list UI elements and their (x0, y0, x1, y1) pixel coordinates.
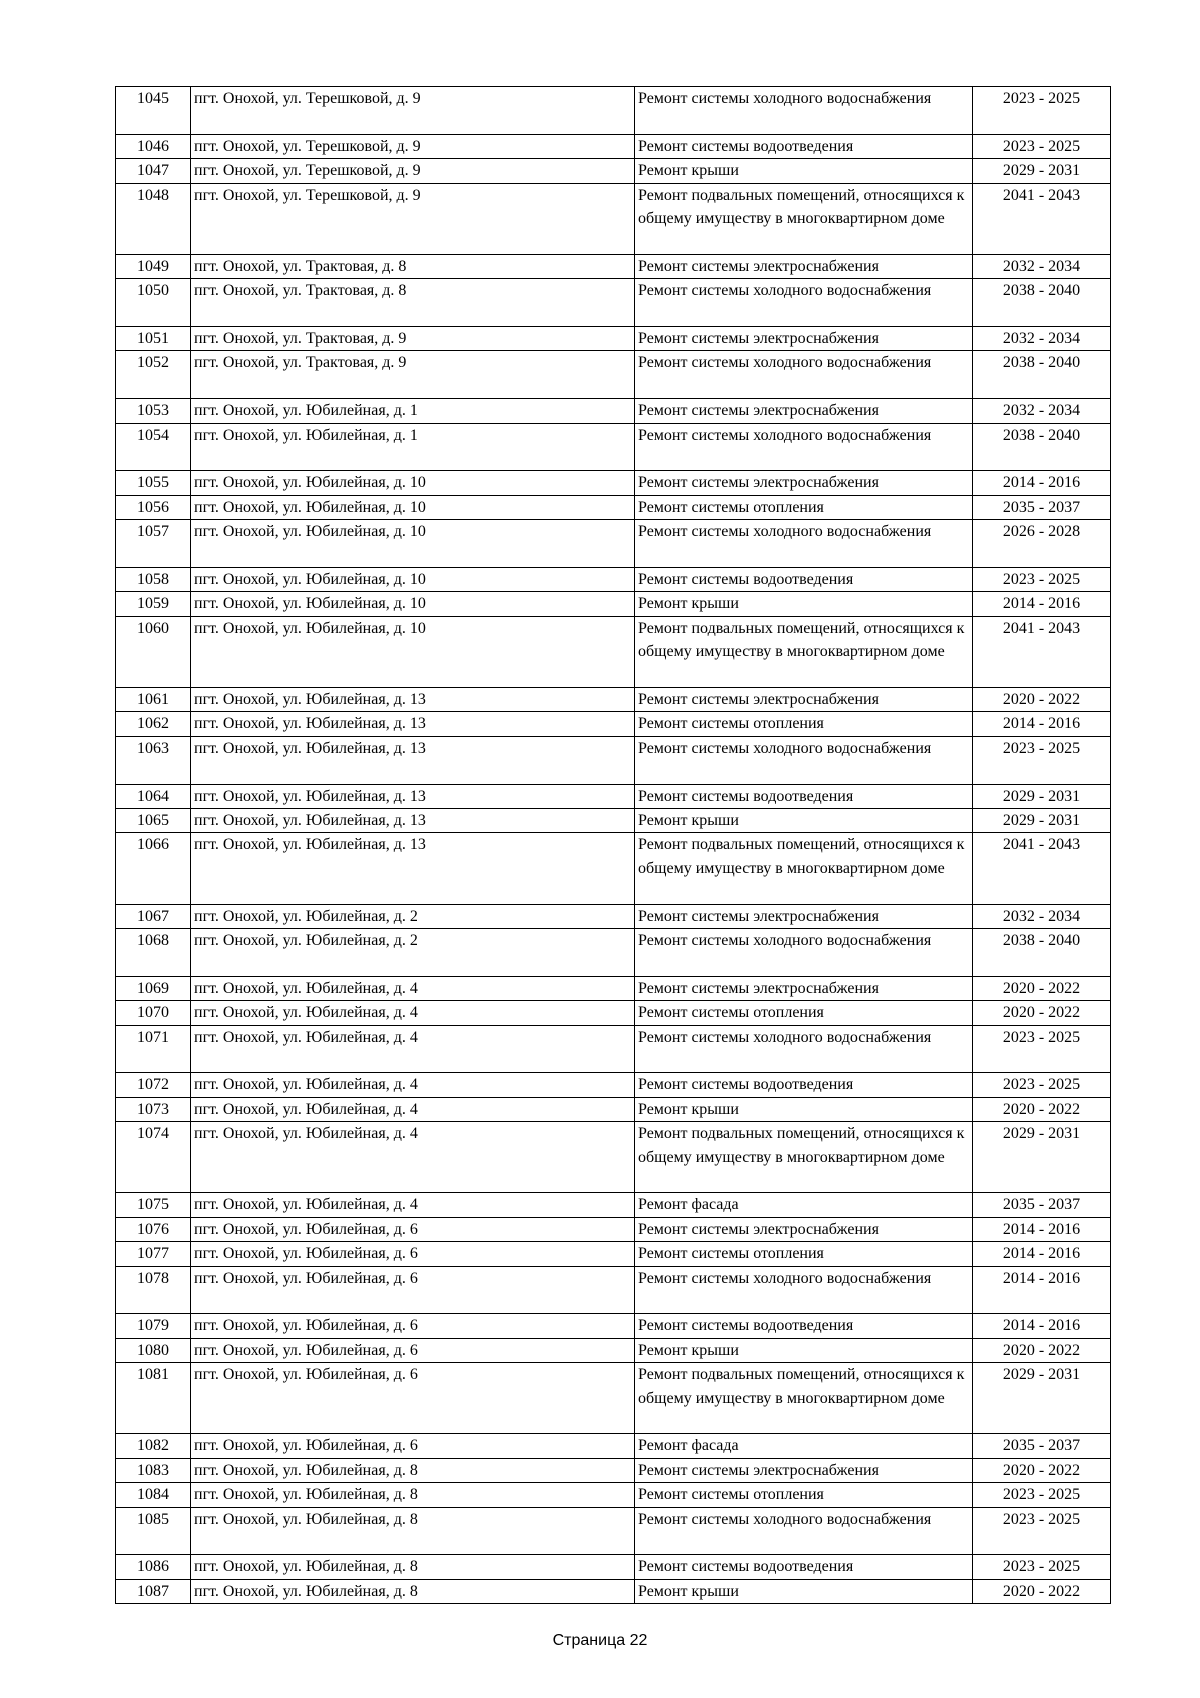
table-row (116, 929, 1111, 977)
row-number: 1051 (116, 327, 191, 351)
row-address: пгт. Онохой, ул. Трактовая, д. 9 (191, 351, 635, 399)
table-row (116, 592, 1111, 616)
table-row (116, 471, 1111, 495)
table-row (116, 1338, 1111, 1362)
row-period: 2020 - 2022 (973, 1458, 1111, 1482)
row-address: пгт. Онохой, ул. Юбилейная, д. 6 (191, 1266, 635, 1314)
table-row (116, 1363, 1111, 1434)
row-work-type: Ремонт крыши (635, 809, 973, 833)
row-period: 2038 - 2040 (973, 279, 1111, 327)
row-address: пгт. Онохой, ул. Юбилейная, д. 6 (191, 1434, 635, 1458)
row-number: 1070 (116, 1001, 191, 1025)
table-row (116, 87, 1111, 135)
table-row (116, 736, 1111, 784)
row-work-type: Ремонт системы водоотведения (635, 1073, 973, 1097)
row-number: 1050 (116, 279, 191, 327)
row-period: 2023 - 2025 (973, 568, 1111, 592)
row-work-type: Ремонт системы водоотведения (635, 784, 973, 808)
table-row (116, 1097, 1111, 1121)
table-row (116, 423, 1111, 471)
table-row (116, 1193, 1111, 1217)
row-period: 2041 - 2043 (973, 616, 1111, 687)
row-address: пгт. Онохой, ул. Терешковой, д. 9 (191, 183, 635, 254)
table-row (116, 159, 1111, 183)
table-row (116, 1122, 1111, 1193)
table-row (116, 1579, 1111, 1603)
row-address: пгт. Онохой, ул. Юбилейная, д. 13 (191, 736, 635, 784)
row-number: 1058 (116, 568, 191, 592)
row-address: пгт. Онохой, ул. Юбилейная, д. 13 (191, 784, 635, 808)
row-address: пгт. Онохой, ул. Юбилейная, д. 10 (191, 471, 635, 495)
row-address: пгт. Онохой, ул. Юбилейная, д. 6 (191, 1242, 635, 1266)
row-work-type: Ремонт системы электроснабжения (635, 1458, 973, 1482)
row-work-type: Ремонт системы электроснабжения (635, 471, 973, 495)
row-number: 1078 (116, 1266, 191, 1314)
row-work-type: Ремонт системы холодного водоснабжения (635, 1266, 973, 1314)
row-period: 2023 - 2025 (973, 1073, 1111, 1097)
table-row (116, 712, 1111, 736)
row-period: 2014 - 2016 (973, 712, 1111, 736)
row-number: 1066 (116, 833, 191, 904)
row-period: 2032 - 2034 (973, 254, 1111, 278)
row-number: 1085 (116, 1507, 191, 1555)
row-period: 2023 - 2025 (973, 1555, 1111, 1579)
row-work-type: Ремонт системы водоотведения (635, 568, 973, 592)
row-period: 2038 - 2040 (973, 351, 1111, 399)
row-number: 1071 (116, 1025, 191, 1073)
row-period: 2014 - 2016 (973, 1217, 1111, 1241)
row-work-type: Ремонт системы холодного водоснабжения (635, 351, 973, 399)
row-number: 1084 (116, 1483, 191, 1507)
row-work-type: Ремонт системы электроснабжения (635, 1217, 973, 1241)
row-period: 2020 - 2022 (973, 976, 1111, 1000)
row-work-type: Ремонт системы отопления (635, 1242, 973, 1266)
row-period: 2023 - 2025 (973, 87, 1111, 135)
row-address: пгт. Онохой, ул. Юбилейная, д. 4 (191, 976, 635, 1000)
table-row (116, 327, 1111, 351)
row-period: 2020 - 2022 (973, 1097, 1111, 1121)
row-address: пгт. Онохой, ул. Юбилейная, д. 1 (191, 399, 635, 423)
row-period: 2038 - 2040 (973, 929, 1111, 977)
table-row (116, 1266, 1111, 1314)
row-address: пгт. Онохой, ул. Терешковой, д. 9 (191, 159, 635, 183)
row-work-type: Ремонт системы холодного водоснабжения (635, 87, 973, 135)
row-number: 1062 (116, 712, 191, 736)
row-address: пгт. Онохой, ул. Юбилейная, д. 8 (191, 1507, 635, 1555)
row-period: 2026 - 2028 (973, 520, 1111, 568)
row-number: 1075 (116, 1193, 191, 1217)
row-period: 2032 - 2034 (973, 904, 1111, 928)
row-address: пгт. Онохой, ул. Юбилейная, д. 4 (191, 1097, 635, 1121)
row-period: 2029 - 2031 (973, 1122, 1111, 1193)
row-work-type: Ремонт системы электроснабжения (635, 327, 973, 351)
row-number: 1068 (116, 929, 191, 977)
row-address: пгт. Онохой, ул. Трактовая, д. 8 (191, 254, 635, 278)
row-work-type: Ремонт системы электроснабжения (635, 399, 973, 423)
row-number: 1065 (116, 809, 191, 833)
row-number: 1083 (116, 1458, 191, 1482)
row-address: пгт. Онохой, ул. Юбилейная, д. 8 (191, 1579, 635, 1603)
table-row (116, 1242, 1111, 1266)
row-number: 1049 (116, 254, 191, 278)
row-address: пгт. Онохой, ул. Юбилейная, д. 8 (191, 1555, 635, 1579)
row-address: пгт. Онохой, ул. Юбилейная, д. 10 (191, 592, 635, 616)
row-period: 2014 - 2016 (973, 471, 1111, 495)
table-row (116, 351, 1111, 399)
table-row (116, 1025, 1111, 1073)
row-number: 1061 (116, 688, 191, 712)
row-address: пгт. Онохой, ул. Юбилейная, д. 10 (191, 495, 635, 519)
row-period: 2014 - 2016 (973, 1266, 1111, 1314)
row-period: 2023 - 2025 (973, 1507, 1111, 1555)
row-number: 1076 (116, 1217, 191, 1241)
row-number: 1077 (116, 1242, 191, 1266)
row-address: пгт. Онохой, ул. Юбилейная, д. 4 (191, 1193, 635, 1217)
table-row (116, 254, 1111, 278)
row-number: 1082 (116, 1434, 191, 1458)
row-number: 1048 (116, 183, 191, 254)
row-work-type: Ремонт крыши (635, 1097, 973, 1121)
row-period: 2023 - 2025 (973, 134, 1111, 158)
row-address: пгт. Онохой, ул. Юбилейная, д. 4 (191, 1073, 635, 1097)
row-number: 1054 (116, 423, 191, 471)
row-work-type: Ремонт системы водоотведения (635, 1555, 973, 1579)
row-address: пгт. Онохой, ул. Терешковой, д. 9 (191, 134, 635, 158)
row-work-type: Ремонт подвальных помещений, относящихся к общему имуществу в многоквартирном доме (635, 183, 973, 254)
table-row (116, 1555, 1111, 1579)
table-row (116, 688, 1111, 712)
table-row (116, 134, 1111, 158)
row-period: 2029 - 2031 (973, 1363, 1111, 1434)
row-number: 1073 (116, 1097, 191, 1121)
table-row (116, 183, 1111, 254)
row-work-type: Ремонт крыши (635, 1338, 973, 1362)
row-period: 2029 - 2031 (973, 784, 1111, 808)
row-period: 2023 - 2025 (973, 736, 1111, 784)
row-number: 1047 (116, 159, 191, 183)
row-work-type: Ремонт системы холодного водоснабжения (635, 1025, 973, 1073)
row-number: 1069 (116, 976, 191, 1000)
row-address: пгт. Онохой, ул. Юбилейная, д. 8 (191, 1458, 635, 1482)
row-period: 2014 - 2016 (973, 1242, 1111, 1266)
row-period: 2020 - 2022 (973, 1001, 1111, 1025)
page-number: Страница 22 (552, 1632, 648, 1649)
table-row (116, 904, 1111, 928)
table-row (116, 976, 1111, 1000)
row-period: 2035 - 2037 (973, 1193, 1111, 1217)
row-period: 2035 - 2037 (973, 1434, 1111, 1458)
row-number: 1056 (116, 495, 191, 519)
row-work-type: Ремонт системы водоотведения (635, 134, 973, 158)
row-address: пгт. Онохой, ул. Юбилейная, д. 2 (191, 904, 635, 928)
table-row (116, 1001, 1111, 1025)
table-row (116, 1507, 1111, 1555)
row-period: 2020 - 2022 (973, 1338, 1111, 1362)
row-address: пгт. Онохой, ул. Юбилейная, д. 2 (191, 929, 635, 977)
row-address: пгт. Онохой, ул. Юбилейная, д. 4 (191, 1001, 635, 1025)
row-work-type: Ремонт системы электроснабжения (635, 254, 973, 278)
row-period: 2014 - 2016 (973, 1314, 1111, 1338)
row-number: 1052 (116, 351, 191, 399)
row-work-type: Ремонт подвальных помещений, относящихся к общему имуществу в многоквартирном доме (635, 616, 973, 687)
row-period: 2020 - 2022 (973, 688, 1111, 712)
works-table-body (116, 87, 1111, 1604)
row-address: пгт. Онохой, ул. Юбилейная, д. 8 (191, 1483, 635, 1507)
row-work-type: Ремонт фасада (635, 1193, 973, 1217)
table-row (116, 809, 1111, 833)
row-number: 1067 (116, 904, 191, 928)
row-work-type: Ремонт подвальных помещений, относящихся к общему имуществу в многоквартирном доме (635, 1122, 973, 1193)
row-address: пгт. Онохой, ул. Юбилейная, д. 13 (191, 809, 635, 833)
row-number: 1074 (116, 1122, 191, 1193)
row-period: 2023 - 2025 (973, 1025, 1111, 1073)
row-number: 1046 (116, 134, 191, 158)
row-number: 1045 (116, 87, 191, 135)
row-number: 1079 (116, 1314, 191, 1338)
row-number: 1064 (116, 784, 191, 808)
row-address: пгт. Онохой, ул. Трактовая, д. 9 (191, 327, 635, 351)
row-work-type: Ремонт системы холодного водоснабжения (635, 1507, 973, 1555)
row-address: пгт. Онохой, ул. Юбилейная, д. 13 (191, 688, 635, 712)
row-address: пгт. Онохой, ул. Юбилейная, д. 10 (191, 616, 635, 687)
table-row (116, 568, 1111, 592)
row-work-type: Ремонт системы холодного водоснабжения (635, 279, 973, 327)
table-row (116, 833, 1111, 904)
row-work-type: Ремонт системы водоотведения (635, 1314, 973, 1338)
row-work-type: Ремонт крыши (635, 159, 973, 183)
row-address: пгт. Онохой, ул. Юбилейная, д. 6 (191, 1338, 635, 1362)
table-row (116, 495, 1111, 519)
table-row (116, 279, 1111, 327)
table-row (116, 616, 1111, 687)
works-table (115, 86, 1111, 1604)
table-row (116, 1458, 1111, 1482)
row-period: 2029 - 2031 (973, 159, 1111, 183)
row-period: 2029 - 2031 (973, 809, 1111, 833)
row-address: пгт. Онохой, ул. Юбилейная, д. 10 (191, 520, 635, 568)
row-address: пгт. Онохой, ул. Юбилейная, д. 6 (191, 1363, 635, 1434)
row-work-type: Ремонт системы отопления (635, 495, 973, 519)
table-row (116, 784, 1111, 808)
table-row (116, 1434, 1111, 1458)
row-work-type: Ремонт системы электроснабжения (635, 976, 973, 1000)
row-period: 2023 - 2025 (973, 1483, 1111, 1507)
row-address: пгт. Онохой, ул. Трактовая, д. 8 (191, 279, 635, 327)
row-work-type: Ремонт крыши (635, 1579, 973, 1603)
row-period: 2035 - 2037 (973, 495, 1111, 519)
row-number: 1086 (116, 1555, 191, 1579)
table-row (116, 1314, 1111, 1338)
row-address: пгт. Онохой, ул. Юбилейная, д. 13 (191, 712, 635, 736)
row-address: пгт. Онохой, ул. Юбилейная, д. 6 (191, 1314, 635, 1338)
row-number: 1080 (116, 1338, 191, 1362)
row-address: пгт. Онохой, ул. Терешковой, д. 9 (191, 87, 635, 135)
row-address: пгт. Онохой, ул. Юбилейная, д. 4 (191, 1122, 635, 1193)
row-period: 2038 - 2040 (973, 423, 1111, 471)
row-period: 2032 - 2034 (973, 399, 1111, 423)
row-number: 1057 (116, 520, 191, 568)
row-period: 2032 - 2034 (973, 327, 1111, 351)
row-period: 2014 - 2016 (973, 592, 1111, 616)
row-address: пгт. Онохой, ул. Юбилейная, д. 4 (191, 1025, 635, 1073)
row-number: 1063 (116, 736, 191, 784)
row-period: 2041 - 2043 (973, 183, 1111, 254)
table-row (116, 520, 1111, 568)
row-address: пгт. Онохой, ул. Юбилейная, д. 13 (191, 833, 635, 904)
row-work-type: Ремонт системы отопления (635, 1483, 973, 1507)
table-row (116, 1217, 1111, 1241)
row-work-type: Ремонт системы электроснабжения (635, 904, 973, 928)
row-number: 1059 (116, 592, 191, 616)
row-work-type: Ремонт системы холодного водоснабжения (635, 736, 973, 784)
row-number: 1060 (116, 616, 191, 687)
table-row (116, 399, 1111, 423)
row-number: 1087 (116, 1579, 191, 1603)
row-work-type: Ремонт подвальных помещений, относящихся к общему имуществу в многоквартирном доме (635, 833, 973, 904)
row-work-type: Ремонт системы электроснабжения (635, 688, 973, 712)
row-work-type: Ремонт системы отопления (635, 1001, 973, 1025)
row-number: 1053 (116, 399, 191, 423)
row-number: 1081 (116, 1363, 191, 1434)
row-period: 2020 - 2022 (973, 1579, 1111, 1603)
row-work-type: Ремонт системы холодного водоснабжения (635, 423, 973, 471)
row-address: пгт. Онохой, ул. Юбилейная, д. 6 (191, 1217, 635, 1241)
table-row (116, 1073, 1111, 1097)
row-period: 2041 - 2043 (973, 833, 1111, 904)
row-work-type: Ремонт системы холодного водоснабжения (635, 520, 973, 568)
row-address: пгт. Онохой, ул. Юбилейная, д. 10 (191, 568, 635, 592)
row-work-type: Ремонт фасада (635, 1434, 973, 1458)
table-row (116, 1483, 1111, 1507)
row-number: 1055 (116, 471, 191, 495)
row-work-type: Ремонт системы отопления (635, 712, 973, 736)
row-work-type: Ремонт системы холодного водоснабжения (635, 929, 973, 977)
row-work-type: Ремонт крыши (635, 592, 973, 616)
row-number: 1072 (116, 1073, 191, 1097)
row-work-type: Ремонт подвальных помещений, относящихся к общему имуществу в многоквартирном доме (635, 1363, 973, 1434)
row-address: пгт. Онохой, ул. Юбилейная, д. 1 (191, 423, 635, 471)
